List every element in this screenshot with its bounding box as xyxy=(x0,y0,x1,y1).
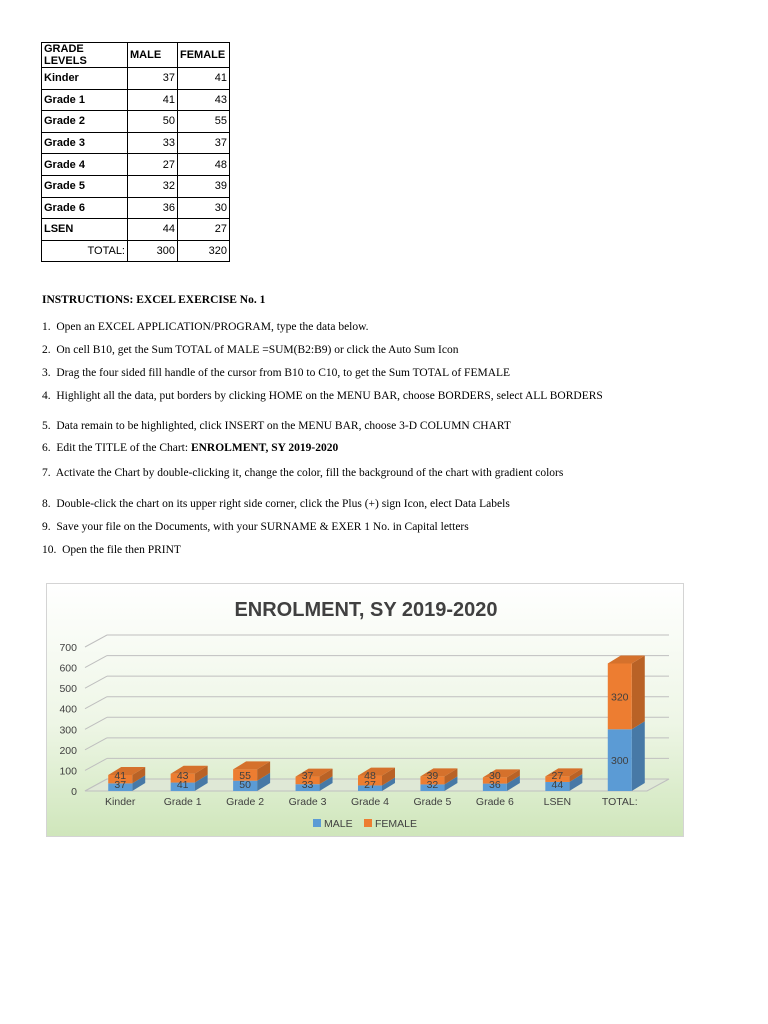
header-grade-levels: GRADE LEVELS xyxy=(42,43,128,68)
instruction-text: 9. Save your file on the Documents, with your SURNAME & EXER 1 No. in Capital letters xyxy=(42,521,469,533)
female-count: 27 xyxy=(178,219,230,241)
instruction-item xyxy=(42,467,563,479)
grade-label: Grade 6 xyxy=(42,197,128,219)
x-tick-label: Grade 3 xyxy=(288,796,327,808)
table-row xyxy=(42,175,230,197)
x-tick-label: Kinder xyxy=(105,796,136,808)
y-tick-label: 400 xyxy=(59,703,77,716)
instruction-text: 3. Drag the four sided fill handle of the cursor from B10 to C10, to get the Sum TOTAL of FEMALE xyxy=(42,367,511,379)
y-tick-label: 200 xyxy=(59,744,77,757)
grade-label: Grade 3 xyxy=(42,132,128,154)
data-label-male: 36 xyxy=(489,779,501,791)
table-total-row xyxy=(42,240,230,262)
y-tick-label: 500 xyxy=(59,683,77,696)
grade-label: Kinder xyxy=(42,68,128,90)
header-male: MALE xyxy=(128,43,178,68)
data-label-female: 37 xyxy=(301,770,314,782)
instruction-text: 7. Activate the Chart by double-clicking it, change the color, fill the background of the chart with gradient colors xyxy=(42,467,564,479)
instruction-text: 4. Highlight all the data, put borders by clicking HOME on the MENU BAR, choose BORDERS, select ALL BORDERS xyxy=(42,390,603,402)
instruction-item xyxy=(42,344,458,356)
female-count: 48 xyxy=(178,154,230,176)
legend-swatch-male xyxy=(313,819,321,827)
instruction-item xyxy=(42,390,603,402)
x-tick-label: Grade 5 xyxy=(413,796,452,808)
data-label-male: 37 xyxy=(114,779,127,791)
enrolment-table xyxy=(41,42,230,262)
female-count: 43 xyxy=(178,89,230,111)
data-label-female: 55 xyxy=(239,770,251,782)
grade-label: Grade 2 xyxy=(42,111,128,133)
header-female: FEMALE xyxy=(178,43,230,68)
data-label-female: 30 xyxy=(489,770,501,782)
gridline-depth xyxy=(85,656,107,668)
grade-label: Grade 1 xyxy=(42,89,128,111)
gridline-depth xyxy=(85,697,107,709)
legend-label-female: FEMALE xyxy=(375,818,418,830)
table-header-row xyxy=(42,43,230,68)
male-count: 33 xyxy=(128,132,178,154)
female-count: 41 xyxy=(178,68,230,90)
grade-label: LSEN xyxy=(42,219,128,241)
x-tick-label: Grade 2 xyxy=(226,796,265,808)
chart-legend xyxy=(313,818,417,830)
y-tick-label: 0 xyxy=(71,786,77,798)
x-tick-label: Grade 6 xyxy=(475,796,514,808)
grade-label: Grade 5 xyxy=(42,175,128,197)
table-row xyxy=(42,132,230,154)
instruction-text: 5. Data remain to be highlighted, click INSERT on the MENU BAR, choose 3-D COLUMN CHART xyxy=(42,420,511,432)
female-count: 55 xyxy=(178,111,230,133)
chart-svg xyxy=(47,584,685,838)
legend-label-male: MALE xyxy=(324,818,353,830)
instruction-item xyxy=(42,498,510,510)
data-label-female: 27 xyxy=(551,770,564,782)
instruction-item xyxy=(42,544,181,556)
x-tick-label: LSEN xyxy=(543,796,572,808)
data-label-male: 44 xyxy=(551,779,564,791)
male-count: 32 xyxy=(128,175,178,197)
gridline-depth xyxy=(85,676,107,688)
table-row xyxy=(42,219,230,241)
enrolment-chart xyxy=(46,583,684,837)
data-label-male: 27 xyxy=(364,779,376,791)
male-count: 41 xyxy=(128,89,178,111)
male-count: 36 xyxy=(128,197,178,219)
male-count: 27 xyxy=(128,154,178,176)
bar-female-side xyxy=(632,655,645,729)
female-count: 37 xyxy=(178,132,230,154)
male-count: 50 xyxy=(128,111,178,133)
male-count: 44 xyxy=(128,219,178,241)
total-female: 320 xyxy=(178,240,230,262)
data-label-male: 33 xyxy=(301,779,314,791)
instruction-text: 2. On cell B10, get the Sum TOTAL of MALE =SUM(B2:B9) or click the Auto Sum Icon xyxy=(42,344,459,356)
gridline-depth xyxy=(85,635,107,647)
instruction-item xyxy=(42,367,510,379)
instruction-text: 1. Open an EXCEL APPLICATION/PROGRAM, type the data below. xyxy=(42,321,369,333)
data-label-male: 300 xyxy=(611,755,629,768)
instruction-text: 10. Open the file then PRINT xyxy=(42,544,181,556)
data-label-female: 41 xyxy=(114,770,127,782)
legend-swatch-female xyxy=(364,819,372,827)
gridline-depth xyxy=(85,717,107,729)
y-tick-label: 100 xyxy=(59,765,77,778)
total-male: 300 xyxy=(128,240,178,262)
data-label-female: 320 xyxy=(611,691,629,704)
instruction-item xyxy=(42,321,369,333)
male-count: 37 xyxy=(128,68,178,90)
table-row xyxy=(42,154,230,176)
instruction-item xyxy=(42,442,338,454)
table-row xyxy=(42,68,230,90)
grade-label: Grade 4 xyxy=(42,154,128,176)
total-label: TOTAL: xyxy=(42,240,128,262)
female-count: 30 xyxy=(178,197,230,219)
female-count: 39 xyxy=(178,175,230,197)
bar-male-side xyxy=(632,721,645,791)
data-label-female: 48 xyxy=(364,770,376,782)
instruction-emphasis: ENROLMENT, SY 2019-2020 xyxy=(190,442,339,454)
gridline-depth xyxy=(85,758,107,770)
data-label-male: 32 xyxy=(426,779,439,791)
x-tick-label: TOTAL: xyxy=(601,796,638,808)
instructions-title: INSTRUCTIONS: EXCEL EXERCISE No. 1 xyxy=(42,294,266,306)
table-row xyxy=(42,197,230,219)
data-label-female: 43 xyxy=(176,770,189,782)
x-tick-label: Grade 4 xyxy=(351,796,389,808)
data-label-male: 50 xyxy=(239,779,251,791)
chart-title: ENROLMENT, SY 2019-2020 xyxy=(234,599,498,621)
table-row xyxy=(42,89,230,111)
y-tick-label: 700 xyxy=(59,642,77,654)
instruction-item xyxy=(42,420,511,432)
instruction-item xyxy=(42,521,469,533)
y-tick-label: 600 xyxy=(59,662,77,675)
instruction-text: 8. Double-click the chart on its upper right side corner, click the Plus (+) sign Icon, elect Data Labels xyxy=(42,498,510,510)
gridline-depth xyxy=(85,738,107,750)
table-row xyxy=(42,111,230,133)
data-label-female: 39 xyxy=(426,770,439,782)
x-tick-label: Grade 1 xyxy=(163,796,202,808)
y-tick-label: 300 xyxy=(59,724,77,737)
instruction-text: 6. Edit the TITLE of the Chart: xyxy=(42,442,191,454)
data-label-male: 41 xyxy=(176,779,189,791)
